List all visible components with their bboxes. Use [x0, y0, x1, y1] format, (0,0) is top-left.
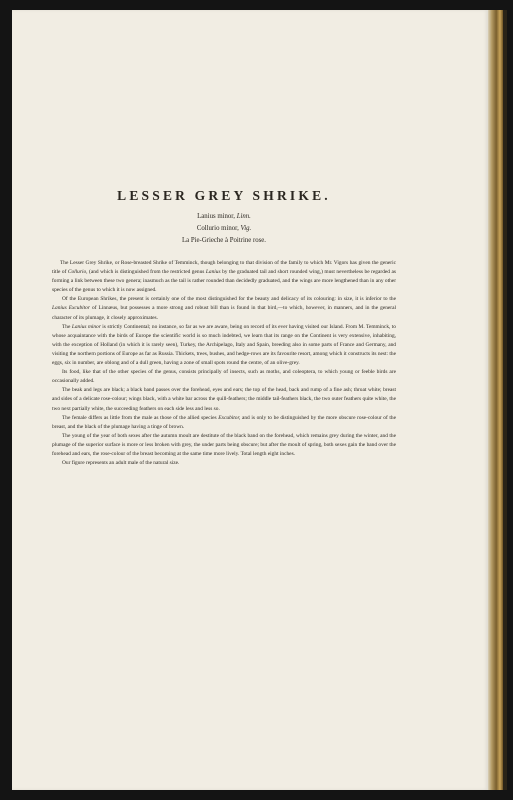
italic-run: Excubitor, [218, 414, 241, 421]
text-run: Of the European Shrikes, the present is certainly one of the most distinguished for the beauty and delicacy of its colouring: in size, it is inferior to the [62, 296, 396, 303]
paragraph-2 [52, 295, 396, 322]
text-run: Its food, like that of the other species of the genus, consists principally of insects, such as moths, and coleoptera, to which young or feeble birds are occasionally added. [52, 369, 396, 385]
text-run: The female differs as little from the male as those of the allied species [62, 414, 219, 421]
text-run: The [62, 323, 72, 330]
italic-run: Collurio, [67, 269, 88, 276]
paragraph-8 [52, 459, 396, 468]
paragraph-1 [52, 259, 396, 295]
paragraph-5 [52, 386, 396, 413]
paragraph-6 [52, 414, 396, 432]
text-run: The beak and legs are black; a black band passes over the forehead, eyes and ears; the top of the head, back and rump of a fine ash; throat white; breast and sides of a delicate rose-colour; wings black, with a white bar across the quill-feathers; the middle tail-feathers black, the two outer feathers quite white, the two next partially white, the succeeding feathers on each side less and less so. [52, 387, 396, 412]
text-run: Our figure represents an adult male of the natural size. [62, 460, 180, 467]
synonym-list [52, 213, 396, 244]
synonym-2 [52, 225, 396, 232]
synonym-name: La Pie-Grieche à Poitrine rose. [182, 237, 266, 244]
text-run: is strictly Continental; no instance, so far as we are aware, being on record of its ever having visited our Island. From M. Temminck, to whose acquaintance with the birds of Europe the scientific world is so much indebted, we learn that its range on the Continent is very extensive, inhabiting, with the exception of Holland (in which it is rarely seen), Turkey, the Archipelago, Italy and Spain, breeding also in some parts of France and Germany, and visiting the northern portions of Europe as far as Russia. Thickets, trees, bushes, and hedge-rows are its favourite resort, among which it constructs its nest: the eggs, six in number, are oblong and of a dull green, having a zone of small spots round the centre, of an olive-grey. [52, 323, 397, 367]
synonym-name: Lanius minor, [197, 213, 235, 220]
paragraph-7 [52, 432, 396, 459]
text-run: by the graduated tail and short rounded wing,) must nevertheless be regarded as forming a link between these two genera; inasmuch as the tail is rather rounded than decidedly graduated, and the wings are more lengthened than in any other species of the genus to which it is now assigned. [52, 269, 396, 294]
text-run: and is only to be distinguished by the more obscure rose-colour of the breast, and the black of the plumage having a tinge of brown. [52, 414, 396, 430]
paragraph-3 [52, 323, 396, 368]
page-title: LESSER GREY SHRIKE. [117, 188, 331, 203]
paragraph-4 [52, 368, 396, 386]
text-run: of Linnæus, but possesses a more strong and robust bill than is found in that bird,—to which, however, in manners, and in the general character of its plumage, it closely approximates. [52, 305, 396, 321]
italic-run: Lanius Excubitor [52, 305, 90, 312]
synonym-authority: Linn. [236, 213, 251, 220]
synonym-1 [52, 213, 396, 220]
gilt-page-edge [488, 10, 503, 790]
synonym-name: Collurio minor, [196, 225, 239, 232]
text-block [52, 188, 396, 468]
synonym-authority: Vig. [240, 225, 252, 232]
text-run: The young of the year of both sexes after the autumn moult are destitute of the black band on the forehead, which remains grey during the winter, and the plumage of the superior surface is more or less broken with grey, the under parts being obscure; but after the moult of spring, both sexes gain the band over the forehead and ears, the rose-colour of the breast becoming at the same time more lively. Total length eight inches. [52, 432, 396, 457]
text-run: (and which is distinguished from the restricted genus [87, 269, 206, 276]
binding-shadow [503, 10, 507, 790]
body-text [52, 259, 396, 468]
text-run: The Lesser Grey Shrike, or Rose-breasted Shrike of Temminck, though belonging to that division of the family to which Mr. Vigors has given the generic title of [52, 260, 396, 276]
italic-run: Lanius [205, 269, 221, 276]
italic-run: Lanius minor [71, 323, 101, 330]
synonym-3 [52, 237, 396, 244]
